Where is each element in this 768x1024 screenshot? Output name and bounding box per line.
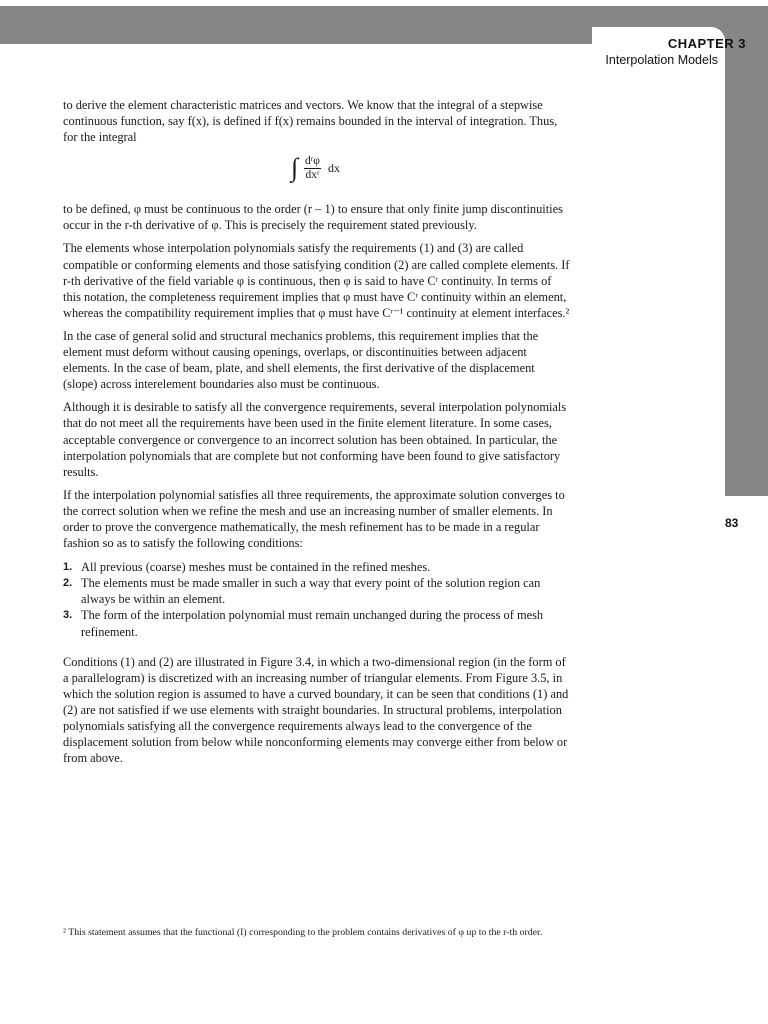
fraction-denominator: dxʳ — [305, 169, 320, 182]
paragraph: Conditions (1) and (2) are illustrated in Figure 3.4, in which a two-dimensional region (in the form of a parallelogram) is discretized with an increasing number of triangular elements. From Figure 3.5, in which the solution region is assumed to have a curved boundary, it can be seen that conditions (1) and (2) are not satisfied if we use elements with straight boundaries. In structural problems, interpolation polynomials satisfying all the convergence requirements always lead to the convergence of the displacement solution from below while nonconforming elements may converge either from below or from above. — [63, 654, 569, 766]
paragraph: to be defined, φ must be continuous to the order (r – 1) to ensure that only finite jump discontinuities occur in the r-th derivative of φ. This is precisely the requirement stated previously. — [63, 202, 563, 233]
page-number: 83 — [725, 516, 739, 530]
list-item — [63, 575, 571, 607]
paragraph: Although it is desirable to satisfy all the convergence requirements, several interpolation polynomials that do not meet all the requirements have been used in the finite element literature. In some cases, acceptable convergence or convergence to an incorrect solution has been obtained. In particular, the interpolation polynomials that are complete but not conforming have been found to give satisfactory results. — [63, 400, 567, 479]
conditions-list — [63, 559, 571, 639]
footnote: ² This statement assumes that the functional (I) corresponding to the problem contains derivatives of φ up to the r-th order. — [63, 927, 543, 938]
differential: dx — [328, 161, 340, 176]
integral-sign: ∫ — [291, 153, 299, 183]
chapter-tab — [592, 27, 725, 75]
list-number: 3. — [63, 609, 73, 622]
paragraph: In the case of general solid and structural mechanics problems, this requirement implies that the element must deform without causing openings, overlaps, or discontinuities between adjacent elements. In the case of beam, plate, and shell elements, the first derivative of the displacement (slope) across interelement boundaries also must be continuous. — [63, 328, 539, 392]
list-item — [63, 607, 571, 639]
list-text: The elements must be made smaller in such a way that every point of the solution region can always be within an element. — [81, 576, 541, 607]
paragraph: If the interpolation polynomial satisfies all three requirements, the approximate solution converges to the correct solution when we refine the mesh and use an increasing number of smaller elements. In order to prove the convergence mathematically, the mesh refinement has to be made in a regular fashion so as to satisfy the following conditions: — [63, 487, 565, 551]
derivative-fraction — [304, 155, 321, 182]
chapter-label: CHAPTER 3 — [667, 36, 746, 51]
integral-equation — [63, 149, 571, 197]
side-band — [725, 44, 768, 496]
list-item — [63, 559, 571, 575]
paragraph: to derive the element characteristic matrices and vectors. We know that the integral of a stepwise continuous function, say f(x), is defined if f(x) remains bounded in the interval of integration. Thus, for the integral — [63, 98, 558, 145]
list-text: The form of the interpolation polynomial must remain unchanged during the process of mesh refinement. — [81, 608, 544, 639]
paragraph: The elements whose interpolation polynomials satisfy the requirements (1) and (3) are called compatible or conforming elements and those satisfying condition (2) are called complete elements. If r-th derivative of the field variable φ is continuous, then φ is said to have Cʳ continuity. In terms of this notation, the completeness requirement implies that φ must have Cʳ continuity within an element, whereas the compatibility requirement implies that φ must have Cʳ⁻¹ continuity at element interfaces.² — [63, 241, 570, 320]
fraction-numerator: dʳφ — [305, 155, 320, 168]
list-number: 2. — [63, 577, 73, 590]
list-text: All previous (coarse) meshes must be contained in the refined meshes. — [81, 560, 431, 575]
chapter-title: Interpolation Models — [605, 53, 718, 67]
list-number: 1. — [63, 561, 73, 574]
body-text — [63, 97, 571, 773]
